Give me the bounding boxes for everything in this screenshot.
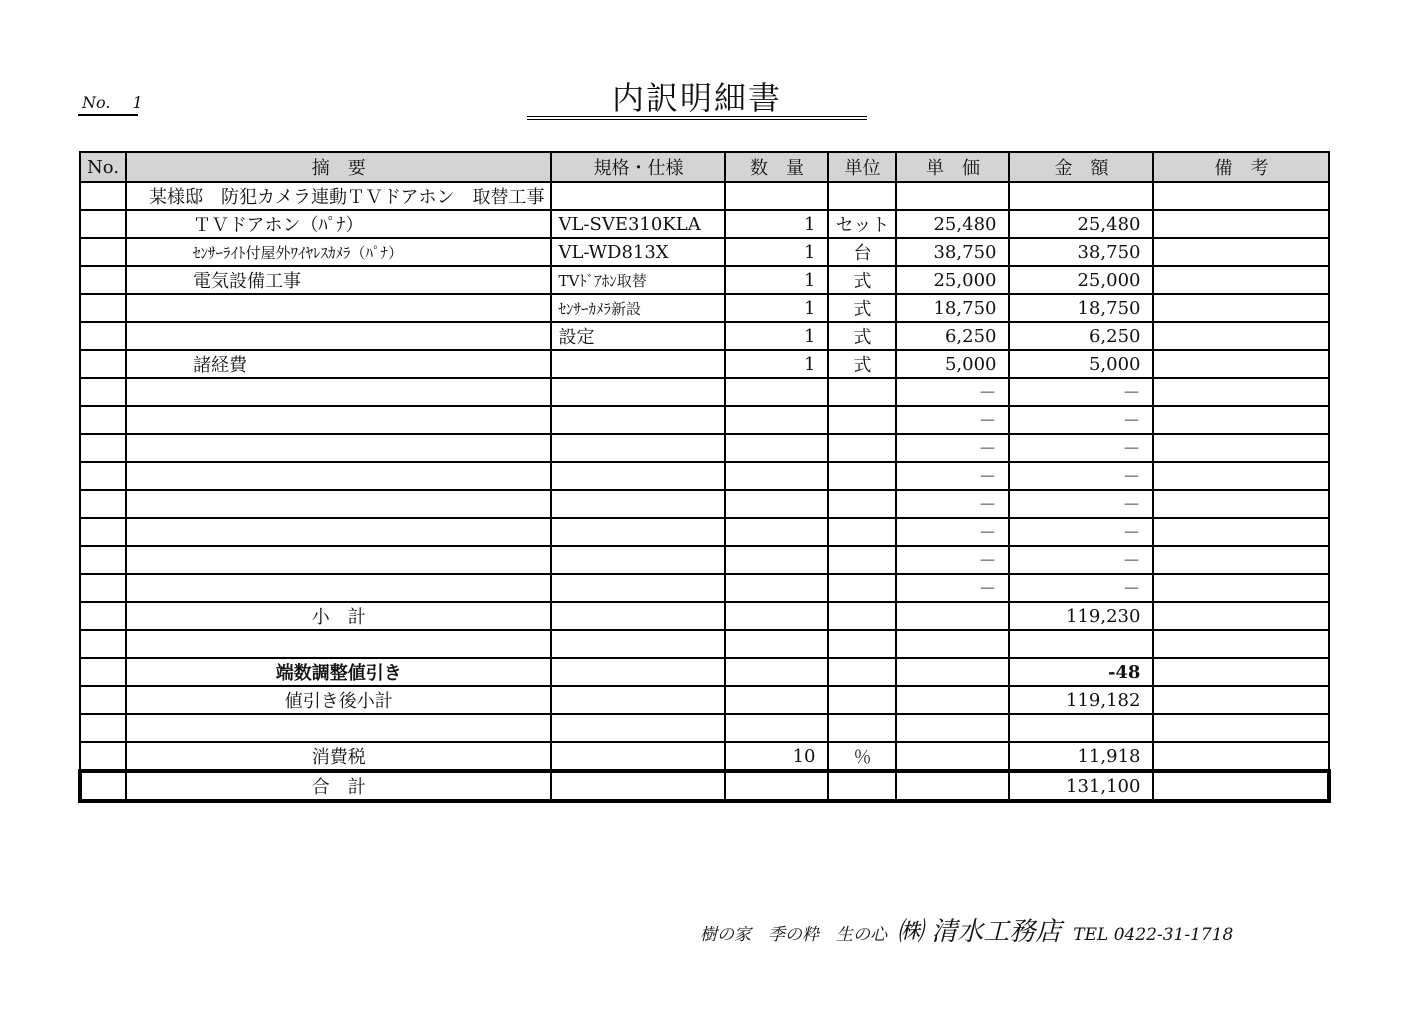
table-row — [80, 238, 1329, 266]
unit-price-cell: 25,000 — [896, 266, 1009, 294]
unit-cell — [828, 406, 896, 434]
summary-cell — [126, 574, 551, 602]
spec-cell — [551, 546, 725, 574]
qty-cell: 1 — [725, 266, 828, 294]
col-header-no: No. — [80, 152, 126, 182]
table-row — [80, 462, 1329, 490]
row-no-cell — [80, 434, 126, 462]
unit-price-cell: 18,750 — [896, 294, 1009, 322]
amount-cell: － — [1009, 378, 1153, 406]
document-title: 内訳明細書 — [527, 76, 867, 120]
qty-cell — [725, 406, 828, 434]
spec-cell — [551, 378, 725, 406]
document-number-value: 1 — [132, 93, 143, 112]
spec-cell — [551, 462, 725, 490]
unit-price-cell — [896, 182, 1009, 210]
row-no-cell — [80, 462, 126, 490]
spec-cell — [551, 350, 725, 378]
spec-cell — [551, 574, 725, 602]
row-no-cell — [80, 686, 126, 714]
spec-cell: VL-WD813X — [551, 238, 725, 266]
col-header-summary: 摘 要 — [126, 152, 551, 182]
row-no-cell — [80, 714, 126, 742]
summary-cell: ＴＶドアホン（ﾊﾟﾅ） — [126, 210, 551, 238]
summary-cell — [126, 518, 551, 546]
remarks-cell — [1153, 602, 1329, 630]
company-name: ㈱ 清水工務店 — [897, 917, 1062, 947]
subtotal-label: 小 計 — [126, 602, 551, 630]
qty-cell — [725, 182, 828, 210]
after-discount-row — [80, 686, 1329, 714]
col-header-spec: 規格・仕様 — [551, 152, 725, 182]
spec-cell — [551, 490, 725, 518]
remarks-cell — [1153, 294, 1329, 322]
remarks-cell — [1153, 771, 1329, 801]
table-row — [80, 322, 1329, 350]
row-no-cell — [80, 210, 126, 238]
row-no-cell — [80, 518, 126, 546]
table-row — [80, 378, 1329, 406]
qty-cell — [725, 630, 828, 658]
unit-price-cell — [896, 630, 1009, 658]
summary-cell — [126, 714, 551, 742]
unit-cell — [828, 546, 896, 574]
unit-price-cell: － — [896, 574, 1009, 602]
unit-cell: 式 — [828, 294, 896, 322]
remarks-cell — [1153, 658, 1329, 686]
amount-cell: 6,250 — [1009, 322, 1153, 350]
unit-price-cell: － — [896, 406, 1009, 434]
summary-cell — [126, 434, 551, 462]
unit-cell — [828, 182, 896, 210]
unit-cell: 式 — [828, 350, 896, 378]
amount-cell: － — [1009, 434, 1153, 462]
remarks-cell — [1153, 742, 1329, 771]
table-row — [80, 546, 1329, 574]
remarks-cell — [1153, 686, 1329, 714]
table-row — [80, 182, 1329, 210]
remarks-cell — [1153, 490, 1329, 518]
amount-cell: － — [1009, 490, 1153, 518]
qty-cell — [725, 518, 828, 546]
remarks-cell — [1153, 266, 1329, 294]
qty-cell — [725, 378, 828, 406]
unit-cell: セット — [828, 210, 896, 238]
unit-price-cell: － — [896, 378, 1009, 406]
col-header-remarks: 備 考 — [1153, 152, 1329, 182]
tax-row — [80, 742, 1329, 771]
unit-cell — [828, 714, 896, 742]
after-discount-label: 値引き後小計 — [126, 686, 551, 714]
unit-price-cell: 5,000 — [896, 350, 1009, 378]
qty-cell — [725, 771, 828, 801]
summary-cell: 電気設備工事 — [126, 266, 551, 294]
blank-row — [80, 714, 1329, 742]
unit-cell — [828, 686, 896, 714]
amount-cell — [1009, 630, 1153, 658]
rounding-discount-label: 端数調整値引き — [126, 658, 551, 686]
unit-price-cell: － — [896, 546, 1009, 574]
unit-price-cell — [896, 658, 1009, 686]
tax-amount: 11,918 — [1009, 742, 1153, 771]
qty-cell — [725, 658, 828, 686]
unit-price-cell: － — [896, 518, 1009, 546]
table-row — [80, 210, 1329, 238]
remarks-cell — [1153, 210, 1329, 238]
unit-cell: 台 — [828, 238, 896, 266]
row-no-cell — [80, 630, 126, 658]
amount-cell: 38,750 — [1009, 238, 1153, 266]
amount-cell: 18,750 — [1009, 294, 1153, 322]
summary-cell: 諸経費 — [126, 350, 551, 378]
col-header-amount: 金 額 — [1009, 152, 1153, 182]
unit-price-cell — [896, 602, 1009, 630]
document-number — [78, 90, 143, 116]
spec-cell — [551, 686, 725, 714]
spec-cell — [551, 182, 725, 210]
table-row — [80, 518, 1329, 546]
summary-cell — [126, 490, 551, 518]
row-no-cell — [80, 350, 126, 378]
unit-price-cell: 38,750 — [896, 238, 1009, 266]
table-row — [80, 490, 1329, 518]
amount-cell: － — [1009, 518, 1153, 546]
qty-cell — [725, 490, 828, 518]
spec-cell: ｾﾝｻｰｶﾒﾗ新設 — [551, 294, 725, 322]
unit-cell — [828, 602, 896, 630]
spec-cell — [551, 742, 725, 771]
unit-price-cell: － — [896, 434, 1009, 462]
remarks-cell — [1153, 462, 1329, 490]
qty-cell — [725, 714, 828, 742]
unit-cell — [828, 630, 896, 658]
unit-price-cell: 25,480 — [896, 210, 1009, 238]
row-no-cell — [80, 574, 126, 602]
remarks-cell — [1153, 182, 1329, 210]
amount-cell: 25,000 — [1009, 266, 1153, 294]
unit-price-cell: 6,250 — [896, 322, 1009, 350]
footer — [700, 912, 1300, 952]
qty-cell — [725, 546, 828, 574]
qty-cell: 1 — [725, 322, 828, 350]
spec-cell — [551, 714, 725, 742]
qty-cell — [725, 686, 828, 714]
amount-cell: 25,480 — [1009, 210, 1153, 238]
col-header-unit: 単位 — [828, 152, 896, 182]
unit-cell — [828, 658, 896, 686]
row-no-cell — [80, 771, 126, 801]
total-label: 合 計 — [126, 771, 551, 801]
unit-price-cell — [896, 742, 1009, 771]
remarks-cell — [1153, 378, 1329, 406]
spec-cell — [551, 630, 725, 658]
spec-cell — [551, 602, 725, 630]
summary-cell — [126, 462, 551, 490]
amount-cell: － — [1009, 546, 1153, 574]
remarks-cell — [1153, 322, 1329, 350]
qty-cell — [725, 574, 828, 602]
spec-cell — [551, 434, 725, 462]
unit-cell — [828, 490, 896, 518]
amount-cell: － — [1009, 462, 1153, 490]
unit-cell — [828, 771, 896, 801]
amount-cell — [1009, 182, 1153, 210]
col-header-qty: 数 量 — [725, 152, 828, 182]
spec-cell — [551, 658, 725, 686]
row-no-cell — [80, 490, 126, 518]
remarks-cell — [1153, 350, 1329, 378]
unit-cell — [828, 378, 896, 406]
total-amount: 131,100 — [1009, 771, 1153, 801]
unit-price-cell — [896, 714, 1009, 742]
remarks-cell — [1153, 714, 1329, 742]
breakdown-table — [78, 151, 1331, 803]
company-tel: TEL 0422-31-1718 — [1073, 925, 1234, 945]
table-row — [80, 294, 1329, 322]
table-row — [80, 266, 1329, 294]
amount-cell — [1009, 714, 1153, 742]
summary-cell — [126, 322, 551, 350]
subtotal-amount: 119,230 — [1009, 602, 1153, 630]
qty-cell: 1 — [725, 350, 828, 378]
remarks-cell — [1153, 238, 1329, 266]
summary-cell — [126, 406, 551, 434]
row-no-cell — [80, 658, 126, 686]
unit-price-cell — [896, 771, 1009, 801]
summary-cell: 某様邸 防犯カメラ連動ＴＶドアホン 取替工事 — [126, 182, 551, 210]
row-no-cell — [80, 602, 126, 630]
summary-cell — [126, 294, 551, 322]
unit-price-cell — [896, 686, 1009, 714]
rounding-discount-row — [80, 658, 1329, 686]
summary-cell — [126, 378, 551, 406]
table-row — [80, 406, 1329, 434]
summary-cell — [126, 546, 551, 574]
qty-cell: 1 — [725, 238, 828, 266]
table-row — [80, 574, 1329, 602]
total-row — [80, 771, 1329, 801]
row-no-cell — [80, 266, 126, 294]
qty-cell: 1 — [725, 294, 828, 322]
row-no-cell — [80, 294, 126, 322]
tax-rate: 10 — [725, 742, 828, 771]
remarks-cell — [1153, 434, 1329, 462]
spec-cell — [551, 771, 725, 801]
rounding-discount-amount: -48 — [1009, 658, 1153, 686]
remarks-cell — [1153, 406, 1329, 434]
unit-price-cell: － — [896, 462, 1009, 490]
qty-cell: 1 — [725, 210, 828, 238]
unit-cell — [828, 434, 896, 462]
amount-cell: － — [1009, 406, 1153, 434]
remarks-cell — [1153, 574, 1329, 602]
amount-cell: － — [1009, 574, 1153, 602]
table-row — [80, 434, 1329, 462]
row-no-cell — [80, 742, 126, 771]
unit-cell: 式 — [828, 322, 896, 350]
spec-cell: VL-SVE310KLA — [551, 210, 725, 238]
unit-cell — [828, 518, 896, 546]
row-no-cell — [80, 238, 126, 266]
summary-cell — [126, 630, 551, 658]
unit-cell: 式 — [828, 266, 896, 294]
amount-cell: 5,000 — [1009, 350, 1153, 378]
header-row — [80, 152, 1329, 182]
spec-cell: TVﾄﾞｱﾎﾝ取替 — [551, 266, 725, 294]
spec-cell — [551, 406, 725, 434]
subtotal-row — [80, 602, 1329, 630]
row-no-cell — [80, 546, 126, 574]
tax-unit: ％ — [828, 742, 896, 771]
qty-cell — [725, 434, 828, 462]
row-no-cell — [80, 182, 126, 210]
qty-cell — [725, 462, 828, 490]
tax-label: 消費税 — [126, 742, 551, 771]
spec-cell: 設定 — [551, 322, 725, 350]
company-motto: 樹の家 季の粋 生の心 — [700, 925, 887, 945]
row-no-cell — [80, 322, 126, 350]
unit-cell — [828, 462, 896, 490]
qty-cell — [725, 602, 828, 630]
remarks-cell — [1153, 630, 1329, 658]
col-header-unit-price: 単 価 — [896, 152, 1009, 182]
remarks-cell — [1153, 546, 1329, 574]
summary-cell: ｾﾝｻｰﾗｲﾄ付屋外ﾜｲﾔﾚｽｶﾒﾗ（ﾊﾟﾅ） — [126, 238, 551, 266]
remarks-cell — [1153, 518, 1329, 546]
spec-cell — [551, 518, 725, 546]
table-row — [80, 350, 1329, 378]
document-number-label: No. — [82, 93, 111, 112]
blank-row — [80, 630, 1329, 658]
unit-price-cell: － — [896, 490, 1009, 518]
row-no-cell — [80, 378, 126, 406]
row-no-cell — [80, 406, 126, 434]
after-discount-amount: 119,182 — [1009, 686, 1153, 714]
unit-cell — [828, 574, 896, 602]
